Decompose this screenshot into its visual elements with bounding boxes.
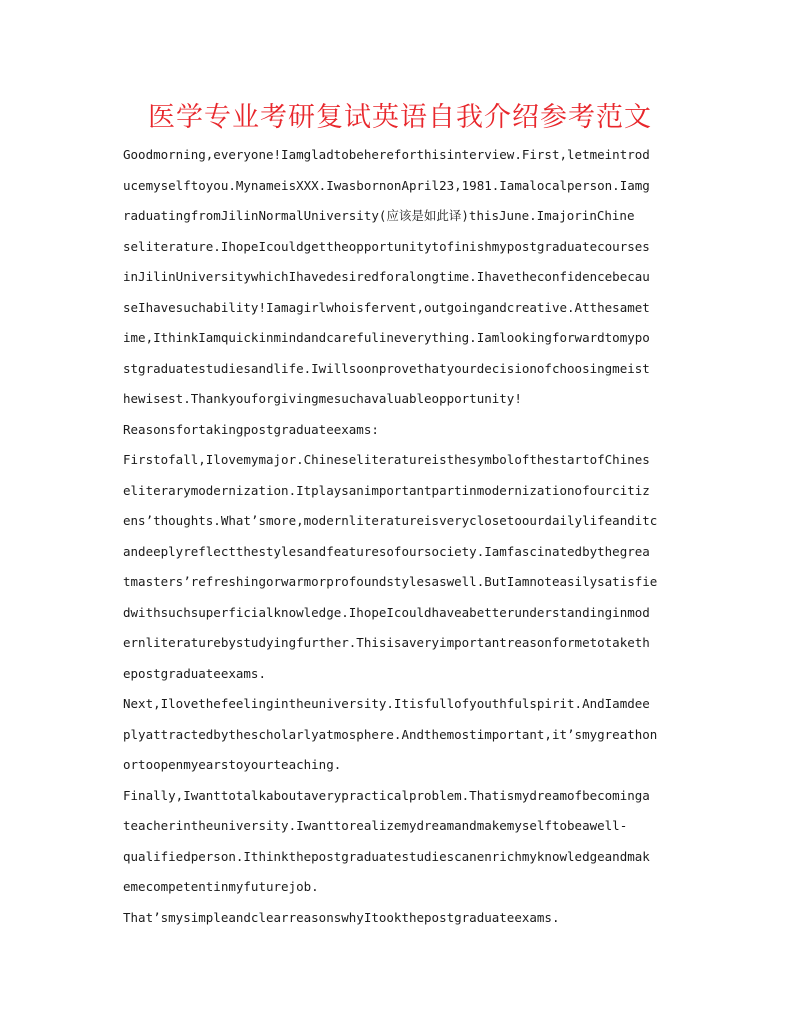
text-line: raduatingfromJilinNormalUniversity(应该是如此译)thisJune.ImajorinChine [123,208,635,223]
text-line: Next,Ilovethefeelingintheuniversity.Itisfullofyouthfulspirit.AndIamdee [123,696,650,711]
text-line: andeeplyreflectthestylesandfeaturesofoursociety.Iamfascinatedbythegrea [123,543,650,559]
text-line: ime,IthinkIamquickinmindandcarefulineverything.Iamlookingforwardtomypo [123,330,650,345]
text-line: seliterature.IhopeIcouldgettheopportunitytofinishmypostgraduatecourses [123,238,650,254]
text-line: ortoopenmyearstoyourteaching. [123,757,342,772]
text-line: tmasters’refreshingorwarmorprofoundstylesaswell.ButIamnoteasilysatisfie [123,574,658,589]
text-line: plyattractedbythescholarlyatmosphere.Andthemostimportant,it’smygreathon [123,726,658,742]
text-line: Finally,Iwanttotalkaboutaverypracticalproblem.Thatismydreamofbecominga [123,787,650,803]
text-line: teacherintheuniversity.Iwanttorealizemydreamandmakemyselftobeawell- [123,818,628,833]
text-line: ens’thoughts.What’smore,modernliteratureisveryclosetoourdailylifeanditc [123,513,658,528]
text-line: ucemyselftoyou.MynameisXXX.IwasbornonApril23,1981.Iamalocalperson.Iamg [123,177,650,193]
text-line: dwithsuchsuperficialknowledge.IhopeIcouldhaveabetterunderstandinginmod [123,604,650,620]
text-line: That’smysimpleandclearreasonswhyItookthepostgraduateexams. [123,909,560,925]
text-line: Goodmorning,everyone!Iamgladtobehereforthisinterview.First,letmeintrod [123,147,650,162]
document-body [123,140,683,933]
text-line: epostgraduateexams. [123,665,266,681]
text-line: qualifiedperson.Ithinkthepostgraduatestudiescanenrichmyknowledgeandmak [123,848,650,864]
text-line: hewisest.Thankyouforgivingmesuchavaluableopportunity! [123,391,522,406]
text-line: stgraduatestudiesandlife.Iwillsoonprovethatyourdecisionofchoosingmeist [123,360,650,376]
text-line: ernliteraturebystudyingfurther.Thisisaveryimportantreasonformetotaketh [123,635,650,650]
document-title: 医学专业考研复试英语自我介绍参考范文 [148,102,652,133]
text-line: emecompetentinmyfuturejob. [123,879,319,894]
text-line: Firstofall,Ilovemymajor.ChineseliteratureisthesymbolofthestartofChines [123,452,650,467]
text-line: seIhavesuchability!Iamagirlwhoisfervent,outgoingandcreative.Atthesamet [123,299,650,315]
text-line: eliterarymodernization.Itplaysanimportantpartinmodernizationofourcitiz [123,482,650,498]
text-line: inJilinUniversitywhichIhavedesiredforalongtime.Ihavetheconfidencebecau [123,269,650,284]
text-line: Reasonsfortakingpostgraduateexams: [123,421,379,437]
